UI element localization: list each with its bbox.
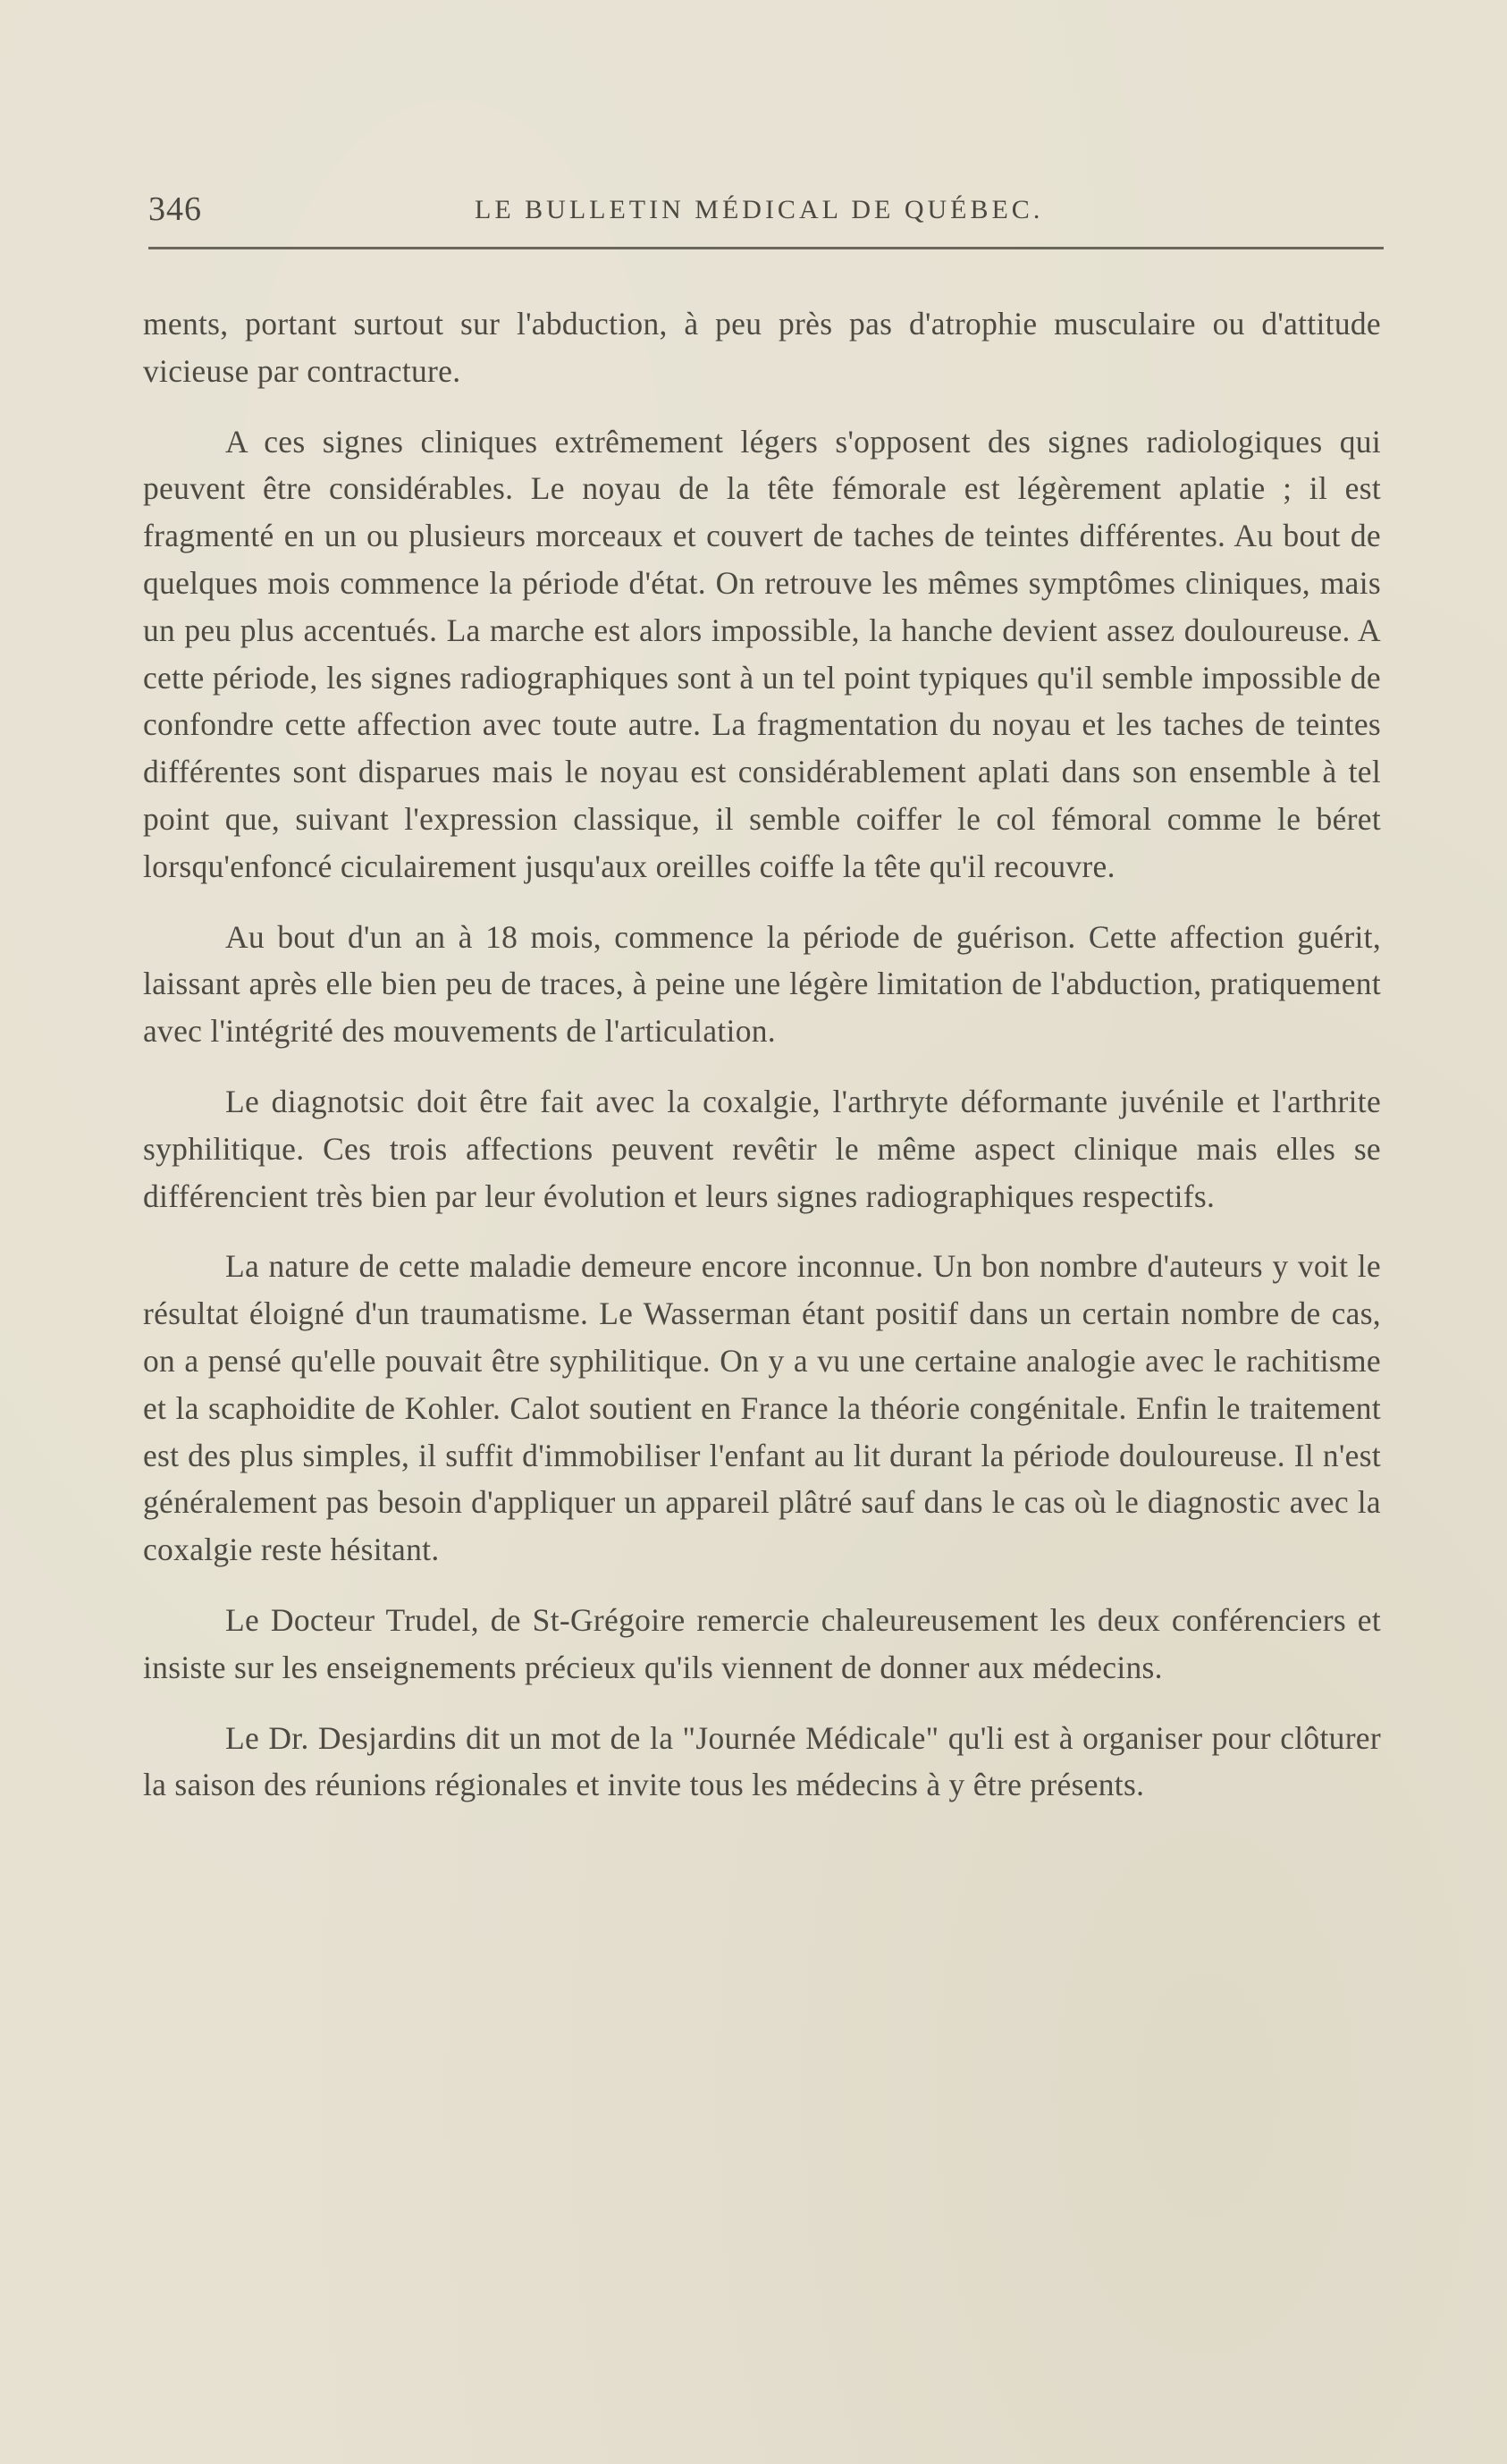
header-divider: [148, 247, 1384, 249]
paragraph-radiological-signs: A ces signes cliniques extrêmement légers s'opposent des signes radiologiques qui peuvent être considérables. Le noyau de la tête fémorale est légèrement aplatie ; il est fragmenté en un ou plusieurs morceaux et couvert de taches de teintes différentes. Au bout de quelques mois commence la période d'état. On retrouve les mêmes symptômes cliniques, mais un peu plus accentués. La marche est alors impossible, la hanche devient assez douloureuse. A cette période, les signes radiographiques sont à un tel point typiques qu'il semble impossible de confondre cette affection avec toute autre. La fragmentation du noyau et les taches de teintes différentes sont disparues mais le noyau est considérablement aplati dans son ensemble à tel point que, suivant l'expression classique, il semble coiffer le col fémoral comme le béret lorsqu'enfoncé ciculairement jusqu'aux oreilles coiffe la tête qu'il recouvre.: [143, 423, 1381, 884]
paragraph-diagnosis: Le diagnotsic doit être fait avec la coxalgie, l'arthryte déformante juvénile et l'arthrite syphilitique. Ces trois affections peuvent revêtir le même aspect clinique mais elles se différencient très bien par leur évolution et leurs signes radiographiques respectifs.: [143, 1083, 1381, 1214]
page-number: 346: [148, 190, 202, 228]
paragraph-dr-desjardins: Le Dr. Desjardins dit un mot de la "Journée Médicale" qu'li est à organiser pour clôturer la saison des réunions régionales et invite tous les médecins à y être présents.: [143, 1719, 1381, 1803]
paragraph-continuation: ments, portant surtout sur l'abduction, à peu près pas d'atrophie musculaire ou d'attitude vicieuse par contracture.: [143, 306, 1381, 389]
page-header: [148, 190, 1382, 234]
paragraph-dr-trudel: Le Docteur Trudel, de St-Grégoire remercie chaleureusement les deux conférenciers et insiste sur les enseignements précieux qu'ils viennent de donner aux médecins.: [143, 1601, 1381, 1685]
paragraph-healing-period: Au bout d'un an à 18 mois, commence la période de guérison. Cette affection guérit, laissant après elle bien peu de traces, à peine une légère limitation de l'abduction, pratiquement avec l'intégrité des mouvements de l'articulation.: [143, 918, 1381, 1050]
article-body: [143, 300, 1381, 1832]
running-title: LE BULLETIN MÉDICAL DE QUÉBEC.: [475, 195, 1044, 224]
paragraph-nature-of-disease: La nature de cette maladie demeure encore inconnue. Un bon nombre d'auteurs y voit le résultat éloigné d'un traumatisme. Le Wasserman étant positif dans un certain nombre de cas, on a pensé qu'elle pouvait être syphilitique. On y a vu une certaine analogie avec le rachitisme et la scaphoidite de Kohler. Calot soutient en France la théorie congénitale. Enfin le traitement est des plus simples, il suffit d'immobiliser l'enfant au lit durant la période douloureuse. Il n'est généralement pas besoin d'appliquer un appareil plâtré sauf dans le cas où le diagnostic avec la coxalgie reste hésitant.: [143, 1248, 1381, 1568]
